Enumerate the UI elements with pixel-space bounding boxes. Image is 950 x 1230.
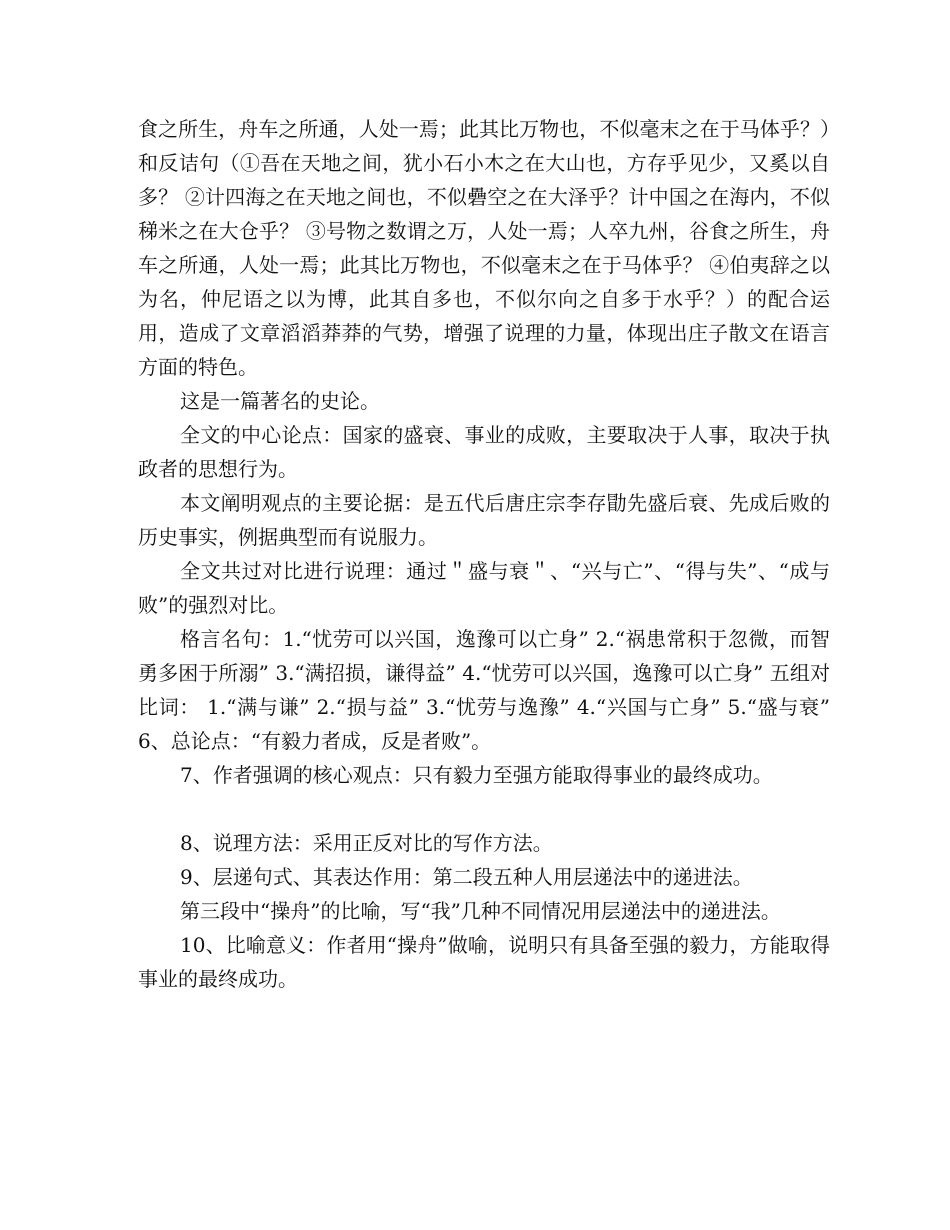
paragraph-zhuangzi-rhetoric: 食之所生，舟车之所通，人处一焉；此其比万物也，不似毫末之在于马体乎？）和反诘句（①吾在天地之间，犹小石小木之在大山也，方存乎见少，又奚以自多？ ②计四海之在天地之间也，不似礨空之在大泽乎？计中国之在海内，不似稊米之在大仓乎？ ③号物之数谓之万，人处一焉；人卒九州，谷食之所生，舟车之所通，人处一焉；此其比万物也，不似毫末之在于马体乎？ ④伯夷辞之以为名，仲尼语之以为博，此其自多也，不似尔向之自多于水乎？）的配合运用，造成了文章滔滔莽莽的气势，增强了说理的力量，体现出庄子散文在语言方面的特色。 xyxy=(138,117,830,379)
paragraph-famous-quotes: 格言名句：1.“忧劳可以兴国，逸豫可以亡身” 2.“祸患常积于忽微，而智勇多困于所溺” 3.“满招损，谦得益” 4.“忧劳可以兴国，逸豫可以亡身” 五组对比词： 1.“满与谦” 2.“损与益” 3.“忧劳与逸豫” 4.“兴国与亡身” 5.“盛与衰” 6、总论点：“有毅力者成，反是者败”。 xyxy=(138,627,830,753)
paragraph-boat-metaphor: 第三段中“操舟”的比喻，写“我”几种不同情况用层递法中的递进法。 xyxy=(180,899,781,923)
paragraph-central-thesis: 全文的中心论点：国家的盛衰、事业的成败，主要取决于人事，取决于执政者的思想行为。 xyxy=(138,423,830,481)
paragraph-historical-essay: 这是一篇著名的史论。 xyxy=(180,389,380,413)
blank-line xyxy=(138,792,830,826)
paragraph-core-view: 7、作者强调的核心观点：只有毅力至强方能取得事业的最终成功。 xyxy=(180,763,773,787)
paragraph-main-evidence: 本文阐明观点的主要论据：是五代后唐庄宗李存勖先盛后衰、先成后败的历史事实，例据典型而有说服力。 xyxy=(138,491,830,549)
paragraph-contrast-method: 全文共过对比进行说理：通过＂盛与衰＂、“兴与亡”、“得与失”、“成与败”的强烈对比。 xyxy=(138,559,830,617)
paragraph-progressive-sentences: 9、层递句式、其表达作用：第二段五种人用层递法中的递进法。 xyxy=(180,865,753,889)
document-body xyxy=(138,112,830,996)
paragraph-metaphor-meaning: 10、比喻意义：作者用“操舟”做喻，说明只有具备至强的毅力，方能取得事业的最终成功。 xyxy=(138,933,830,991)
paragraph-reasoning-method: 8、说理方法：采用正反对比的写作方法。 xyxy=(180,831,553,855)
